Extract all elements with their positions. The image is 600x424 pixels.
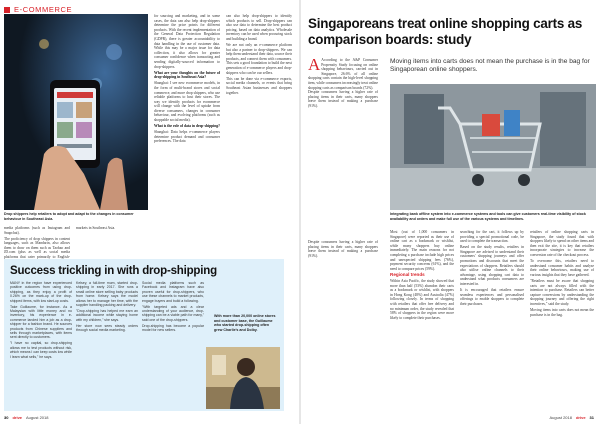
paragraph: Her store now sees steady orders through social media marketing. xyxy=(76,323,138,333)
right-footer xyxy=(550,415,594,420)
left-footer xyxy=(4,415,48,420)
paragraph: can also help drop-shippers to identify which products to sell. Drop-shippers can also use data to determine the best product pricing, based on data analytics. Wholesale inventory can be used when procuring stock and building a brand. xyxy=(226,14,292,41)
intro-column xyxy=(308,55,378,238)
left-column-1 xyxy=(4,226,70,260)
right-column-2 xyxy=(390,230,454,410)
paragraph: This can be done via e-commerce exports, social media channels, or events that bring Southeast Asian businesses and shoppers together. xyxy=(226,76,292,95)
paragraph: Kelsey, a full-time mum, started drop-shipping in early 2017. She runs a small online store selling baby products from home. Kelsey says the model allows her to manage her time, with the supplier handling packing and delivery. xyxy=(76,281,138,308)
paragraph: Shanghai: I see new ecommerce models, in the form of multi-brand stores and social commerce, and more drop shippers, who use reliable platforms to host their stores. The way we identify products for ecommerce will change with the level of uptake from diverse consumers, changes in consumer behaviour, and evolving platforms (such as shoppable social media). xyxy=(154,81,220,123)
shopping-cart-illustration xyxy=(390,84,596,210)
brand-logo: drive xyxy=(12,415,23,420)
paragraph: Within Asia Pacific, the study showed that more than half (53%) abandon their carts as a bookmark or wishlist, with shoppers in Hong Kong (48%) and Australia (47%) following closely. In terms of shopping with retailers that offer free delivery and no minimum order, the study revealed that 58% of shoppers in the region were more likely to complete their purchases. xyxy=(390,278,454,320)
paragraph: Take Guillaume, for instance. As a Malaysian with little money and no inventory, his experience in e-commerce landed him a job as a drop-shipper for a fashion brand. He sources products from Chinese suppliers and sells through marketplaces, with items sent directly to customers. xyxy=(10,304,72,340)
paragraph: media platforms (such as Instagram and Snapchat). xyxy=(4,226,70,235)
paragraph: for sourcing and marketing, and in some cases, the data can also help drop-shippers determine the price points for different products. With the recent implementation of the General Data Protection Regulation (GDPR), there is greater accountability to data handling in the use of customer data. While this may be a major issue for data collection, it also allows for greater consumer confidence when transacting and sending digitally-sourced information to drop-shippers. xyxy=(154,14,220,69)
success-box xyxy=(4,259,284,411)
paragraph: According to the A&P Consumer Propensity Study focusing on online shopping behaviours, carried out in Singapore, 26.6% of all online shopping carts contain the high-level shopping item, while consumers increasingly treat online shopping carts as comparison boards (72%). xyxy=(308,58,378,90)
seller-illustration xyxy=(206,347,280,409)
paragraph: searching for the cart, it follows up by providing a special promotional code, be used to complete the transaction. xyxy=(460,230,524,244)
issue-date: August 2018 xyxy=(26,415,49,420)
seller-photo xyxy=(206,347,280,409)
section-header xyxy=(4,5,72,14)
box-column-2 xyxy=(76,281,138,407)
paragraph: We are not only an e-commerce platform but also a partner to drop-shippers. We can help them understand their data, source their products, and connect them with consumers. This sets a good foundation to build the next generation of e-commerce players and drop-shippers who can be our sellers. xyxy=(226,43,292,75)
box-column-1 xyxy=(10,281,72,407)
dropcap: A xyxy=(308,55,321,74)
shopping-cart-photo xyxy=(390,84,596,210)
paragraph: markets in Southeast Asia. xyxy=(76,226,116,230)
left-column-2 xyxy=(154,14,220,256)
right-column-3 xyxy=(460,230,524,410)
interview-question: What is the role of data in drop-shipping? xyxy=(154,124,220,129)
page-number: 31 xyxy=(589,415,594,420)
right-page xyxy=(300,0,600,424)
paragraph: retailers of online shopping carts in Singapore, the study found that with shoppers likely to spend on other items and then exit the site, it is key that retailers incorporate strategies to increase the conversion rate of the checkout process. xyxy=(530,230,595,257)
paragraph: "Drop-shipping has helped me earn an additional income while staying home with my children," she says. xyxy=(76,308,138,322)
paragraph: It is encouraged that retailers ensure seamless experiences and personalised offerings to enable shoppers to complete their purchases. xyxy=(460,288,524,306)
paragraph: Despite consumers having a higher rate of placing items in their carts, many shoppers leave them instead of making a purchase (91%). xyxy=(308,240,378,258)
right-column-1b xyxy=(308,240,378,410)
subheading: Regional trends xyxy=(390,272,425,278)
section-label: E-COMMERCE xyxy=(14,5,73,14)
issue-date: August 2018 xyxy=(549,415,572,420)
box-title: Success trickling in with drop-shipping xyxy=(10,265,217,277)
page-number: 30 xyxy=(4,415,9,420)
brand-logo: drive xyxy=(575,415,586,420)
box-column-3 xyxy=(142,281,204,407)
paragraph: Shanghai: Data helps e-commerce players determine product demand and consumer preferences. The data xyxy=(154,130,220,144)
section-marker xyxy=(4,7,10,13)
paragraph: Most (out of 1,000 consumers in Singapore) were reported as their use of online cart as a bookmark or wishlist, while many shoppers buy online immediately. The main reasons for not completing a purchase include high prices and unexpected shipping fees (76%), payment security concerns (61%), and the need to compare prices (59%). xyxy=(390,230,454,271)
paragraph: Social media platforms such as Facebook and Instagram have also proven useful for drop-shippers, who use these channels to market products, engage buyers and build a following. xyxy=(142,281,204,303)
paragraph: "Retailers must be aware that shopping carts are not always filled with the intention to purchase. Retailers can better capture conversions by understanding the shopping journey and offering the right incentives," said the study. xyxy=(530,278,594,306)
headline: Singaporeans treat online shopping carts as comparison boards: study xyxy=(308,16,583,47)
left-column-3 xyxy=(226,14,292,256)
photo-caption: Drop shippers help retailers to adopt and adapt to the changes in consumer behaviour in Southeast Asia. xyxy=(4,212,134,221)
paragraph: Despite consumers having a higher rate of placing items in their carts, many shoppers leave them instead of making a purchase (91%). xyxy=(308,90,378,108)
phone-shopping-photo xyxy=(4,14,148,210)
box-photo-caption: With more than 20,000 online stores and customer base, the Guillaume who started drop-shipping often grew Charlie's and Dolby. xyxy=(214,314,276,332)
paragraph: Moving items into carts does not mean the purchase is in the bag. xyxy=(530,308,594,317)
paragraph: To overcome this, retailers need to understand consumer habits and analyse their online behaviours, making use of various insights that they have gathered. xyxy=(530,259,594,277)
paragraph: "With targeted ads and a clear understanding of your audience, drop-shipping can be a viable path for many," said one of the drop-shippers. xyxy=(142,304,204,322)
right-column-4 xyxy=(530,230,594,410)
paragraph: MANY in the region have experienced positive outcomes from using drop-shipping, as they enjoy a profit of 0.26% on the mark-up of the drop-shipped items, with low start-up costs. xyxy=(10,281,72,303)
interview-question: What are your thoughts on the future of drop-shipping in Southeast Asia? xyxy=(154,70,220,80)
paragraph: The proficiency of drop shippers in content languages, such as Mandarin, also allows them to draw on them such as Taobao and JD.com (plus as well as social media platforms that cater primarily to English- xyxy=(4,236,70,260)
paragraph: Based on the study results, retailers in Singapore are advised to understand their customers' shopping journeys and offer promotions and discounts that meet the expectations of shoppers. Retailers should also utilise online channels to their advantage, using shopping cart data to understand what products consumers are interested in. xyxy=(460,245,524,287)
left-column-1b xyxy=(76,226,142,256)
paragraph: "I have no capital, so drop-shipping allows me to test products without risk, which means I can keep costs low while I learn what sells," he says. xyxy=(10,341,72,359)
phone-shopping-illustration xyxy=(4,14,148,210)
standfirst: Moving items into carts does not mean the purchase is in the bag for Singaporean online shoppers. xyxy=(390,58,590,74)
paragraph: Drop-shipping has become a popular model for new sellers. xyxy=(142,323,204,333)
hero-caption: Integrating bank offline system into e-commerce systems and tools can give customers real-time visibility of stock availability and orders and make full use of the various systems and timelines. xyxy=(390,212,586,221)
